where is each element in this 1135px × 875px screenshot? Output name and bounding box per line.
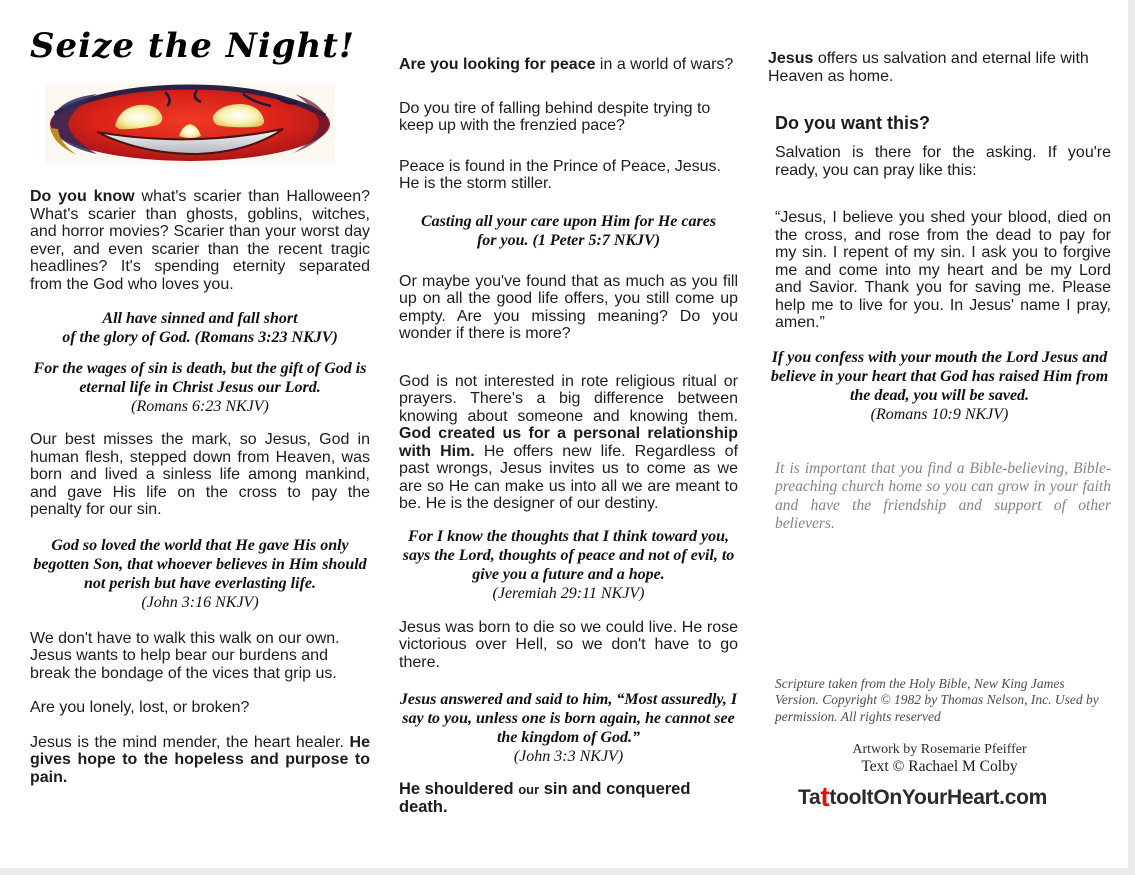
verse-line: Casting all your care upon Him for He cares: [420, 212, 717, 230]
left-column: [30, 24, 370, 786]
burdens-paragraph: We don't have to walk this walk on our own. Jesus wants to help bear our burdens and break the bondage of the vices that grip us.: [30, 629, 340, 682]
verse-reference: (Romans 10:9 NKJV): [870, 405, 1009, 423]
mind-mender-paragraph: [30, 734, 370, 787]
born-to-die-paragraph: Jesus was born to die so we could live. He rose victorious over Hell, so we don't have to go there.: [399, 618, 738, 671]
lonely-question: Are you lonely, lost, or broken?: [30, 699, 250, 716]
peace-body: in a world of wars?: [595, 56, 734, 73]
middle-column: [399, 56, 738, 816]
verse-reference: (John 3:3 NKJV): [513, 748, 624, 765]
logo-text-post: tooItOnYourHeart.com: [829, 786, 1047, 809]
empty-paragraph: Or maybe you've found that as much as you fill up on all the good life offers, you still come up empty. Are you missing meaning? Do you wonder if there is more?: [399, 272, 738, 342]
intro-lead-in: Do you know: [30, 188, 135, 205]
verse-text: If you confess with your mouth the Lord Jesus and believe in your heart that God has raised Him from the dead, you will be saved.: [770, 348, 1109, 404]
verse-romans-6-23: [30, 359, 370, 416]
verse-reference: (Jeremiah 29:11 NKJV): [492, 584, 645, 602]
shouldered-sin-statement: [399, 781, 738, 816]
scripture-copyright-notice: Scripture taken from the Holy Bible, New King James Version. Copyright © 1982 by Thomas Nelson, Inc. Used by permission. All rights reserved: [775, 675, 1099, 724]
verse-line: All have sinned and fall short: [102, 310, 298, 327]
text-copyright: Text © Rachael M Colby: [861, 758, 1018, 775]
verse-john-3-16: [30, 536, 370, 612]
verse-reference: (Romans 6:23 NKJV): [131, 398, 269, 415]
relationship-paragraph: [399, 373, 738, 513]
verse-1-peter-5-7: [399, 212, 738, 250]
website-logo: [768, 781, 1111, 812]
verse-text: Jesus answered and said to him, “Most assuredly, I say to you, unless one is born again, he cannot see the kingdom of God.”: [399, 691, 738, 746]
church-home-note: It is important that you find a Bible-believing, Bible-preaching church home so you can grow in your faith and have the friendship and support of other believers.: [775, 459, 1111, 532]
verse-line: of the glory of God.: [62, 329, 195, 346]
intro-paragraph: [30, 188, 370, 293]
verse-text: God so loved the world that He gave His only begotten Son, that whoever believes in Him should not perish but have everlasting life.: [33, 536, 367, 592]
verse-text: For I know the thoughts that I think toward you, says the Lord, thoughts of peace and not of evil, to give you a future and a hope.: [402, 527, 735, 583]
verse-reference: (John 3:16 NKJV): [141, 593, 259, 611]
verse-romans-10-9: [768, 348, 1111, 424]
verse-reference: (1 Peter 5:7 NKJV): [532, 231, 661, 249]
jack-o-lantern-image: [44, 84, 336, 164]
salvation-offer-paragraph: [768, 50, 1111, 85]
gospel-paragraph: Our best misses the mark, so Jesus, God in human flesh, stepped down from Heaven, was born and lived a sinless life among mankind, and gave His life on the cross to pay the penalty for our sin.: [30, 431, 370, 518]
intro-body: what's scarier than Halloween? What's scarier than ghosts, goblins, witches, and horror movies? Scarier than your worst day ever, and even scarier than the recent tragic headlines? It's spending eternity separated from the God who loves you.: [30, 188, 370, 293]
shouldered-post: sin and conquered death.: [399, 780, 691, 816]
salvation-lead-in: Jesus: [768, 50, 814, 67]
peace-question: [399, 56, 738, 74]
verse-jeremiah-29-11: [399, 527, 738, 603]
hope-bold-text: He gives hope to the hopeless and purpose to pain.: [30, 733, 370, 786]
verse-john-3-3: [399, 690, 738, 766]
shouldered-pre: He shouldered: [399, 780, 519, 798]
do-you-want-this-heading: Do you want this?: [775, 113, 930, 133]
shouldered-our: our: [518, 782, 540, 797]
mind-mender-text: Jesus is the mind mender, the heart healer.: [30, 733, 350, 751]
verse-romans-3-23: [30, 309, 370, 347]
verse-reference: (Romans 3:23 NKJV): [194, 329, 338, 346]
peace-lead-in: Are you looking for peace: [399, 56, 596, 73]
sinners-prayer: “Jesus, I believe you shed your blood, died on the cross, and rose from the dead to pay for my sin. I repent of my sin. I ask you to forgive me and come into my heart and be my Lord and Savior. Thank you for saving me. Please help me to live for you. In Jesus' name I pray, amen.”: [775, 209, 1111, 331]
cross-icon: t: [820, 781, 830, 812]
verse-line: for you.: [476, 231, 533, 249]
artwork-credit: Artwork by Rosemarie Pfeiffer: [852, 742, 1027, 757]
relationship-bold: God created us for a personal relationship with Him.: [399, 425, 738, 460]
page-title: Seize the Night!: [30, 26, 355, 66]
logo-text-pre: Ta: [797, 786, 821, 809]
verse-text: For the wages of sin is death, but the gift of God is eternal life in Christ Jesus our Lord.: [33, 360, 367, 396]
salvation-asking-paragraph: Salvation is there for the asking. If you're ready, you can pray like this:: [775, 144, 1111, 179]
relationship-pre: God is not interested in rote religious ritual or prayers. There's a big difference between knowing about someone and knowing them.: [399, 372, 738, 425]
salvation-body: offers us salvation and eternal life with Heaven as home.: [768, 50, 1089, 85]
prince-of-peace-paragraph: Peace is found in the Prince of Peace, Jesus. He is the storm stiller.: [399, 157, 721, 192]
relationship-post: He offers new life. Regardless of past wrongs, Jesus invites us to come as we are so He can make us into all we are meant to be. He is the designer of our destiny.: [399, 442, 739, 512]
right-column: [768, 50, 1111, 812]
falling-behind-question: Do you tire of falling behind despite trying to keep up with the frenzied pace?: [399, 99, 711, 134]
